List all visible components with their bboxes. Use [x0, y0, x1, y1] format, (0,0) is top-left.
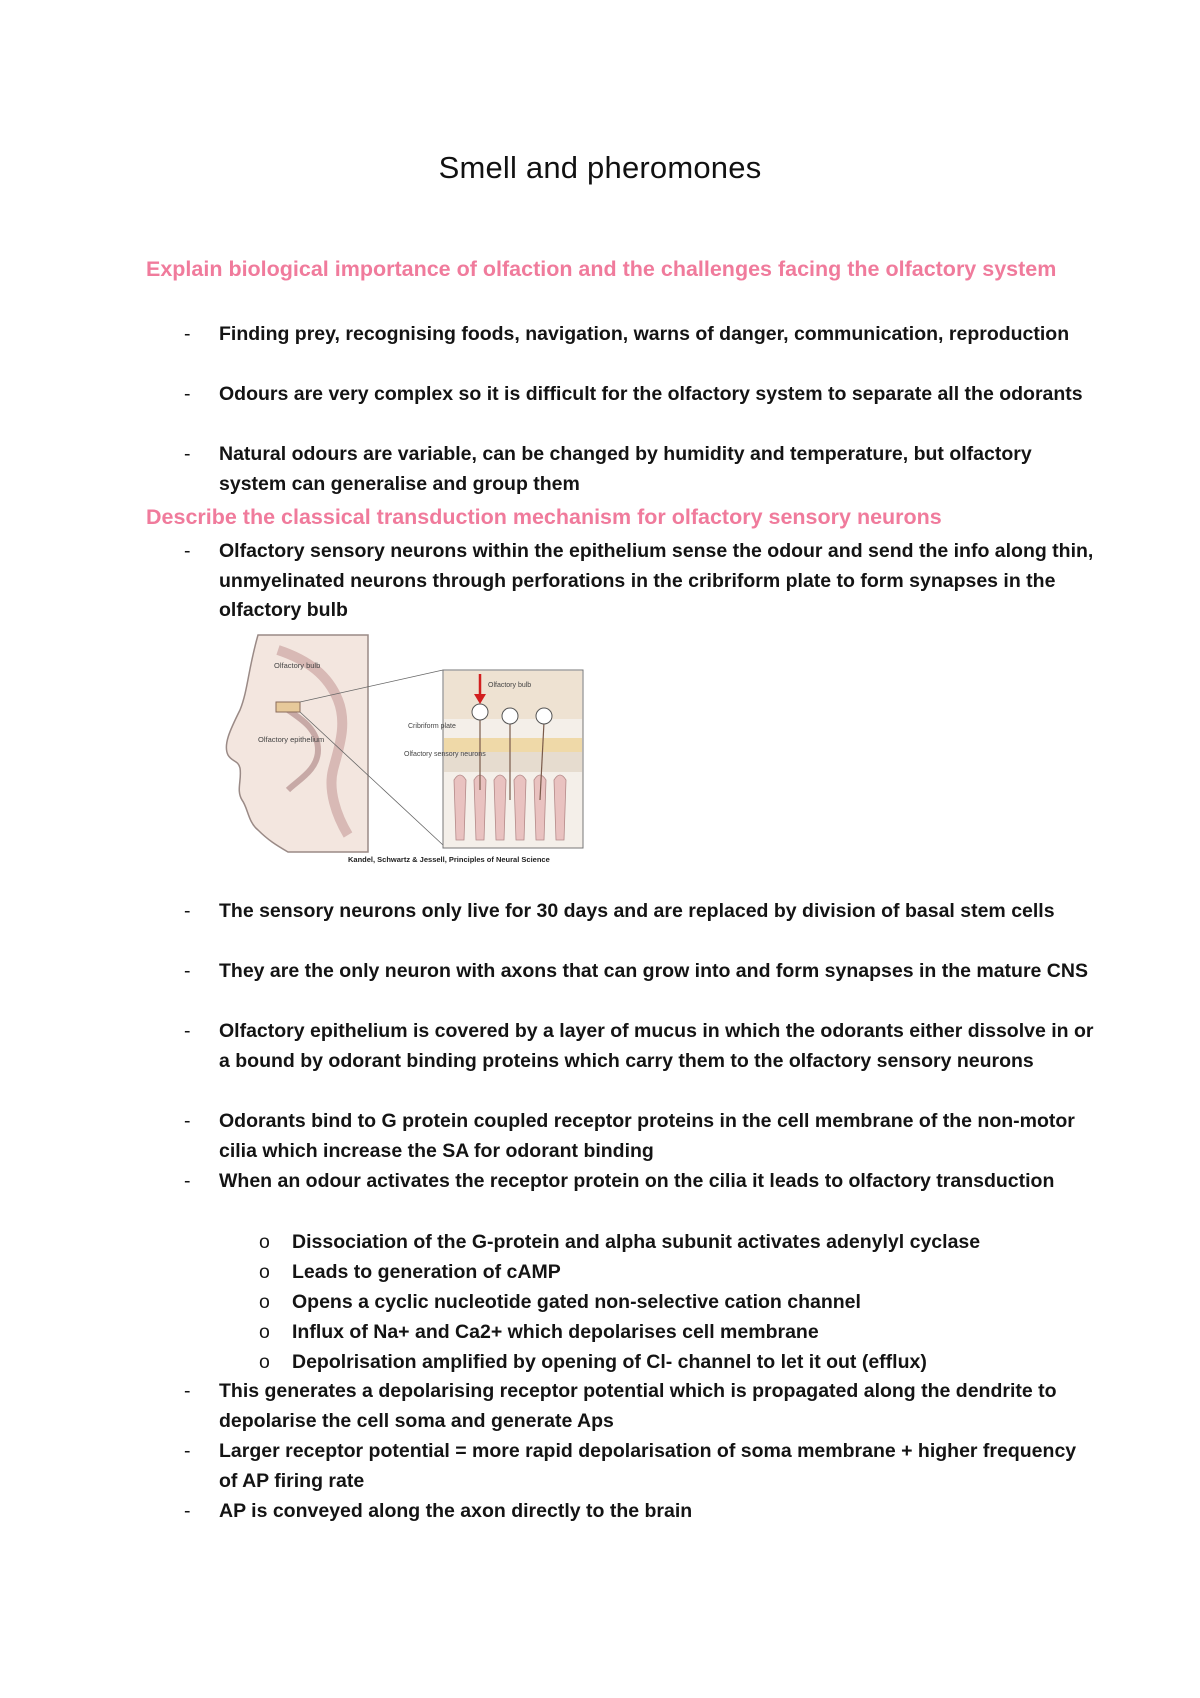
bullet-circle: o: [259, 1261, 270, 1283]
bullet-dash: -: [184, 1380, 191, 1402]
bullet-circle: o: [259, 1321, 270, 1343]
list-item-text: When an odour activates the receptor protein on the cilia it leads to olfactory transduction: [219, 1170, 1055, 1192]
label-olfactory-bulb: Olfactory bulb: [274, 661, 321, 670]
bullet-dash: -: [184, 1170, 191, 1192]
sub-list-item-text: Dissociation of the G-protein and alpha subunit activates adenylyl cyclase: [292, 1231, 981, 1253]
figure-caption: Kandel, Schwartz & Jessell, Principles of Neural Science: [348, 855, 550, 864]
list-item-text: AP is conveyed along the axon directly to the brain: [219, 1500, 693, 1522]
list-item-text: Natural odours are variable, can be changed by humidity and temperature, but olfactory system can generalise and group them: [219, 443, 1032, 495]
bullet-dash: -: [184, 540, 191, 562]
bullet-circle: o: [259, 1291, 270, 1313]
list-item-text: Olfactory epithelium is covered by a layer of mucus in which the odorants either dissolve in or a bound by odorant binding proteins which carry them to the olfactory sensory neurons: [219, 1020, 1094, 1072]
bullet-dash: -: [184, 383, 191, 405]
list-item-text: Odorants bind to G protein coupled receptor proteins in the cell membrane of the non-motor cilia which increase the SA for odorant binding: [219, 1110, 1075, 1162]
list-item-text: Olfactory sensory neurons within the epithelium sense the odour and send the info along thin, unmyelinated neurons through perforations in the cribriform plate to form synapses in the olfactory bulb: [219, 540, 1094, 621]
bullet-dash: -: [184, 1110, 191, 1132]
bullet-circle: o: [259, 1351, 270, 1373]
sub-list-item-text: Leads to generation of cAMP: [292, 1261, 561, 1283]
label-olfactory-bulb-inset: Olfactory bulb: [488, 682, 532, 689]
bullet-dash: -: [184, 1500, 191, 1522]
list-item-text: They are the only neuron with axons that can grow into and form synapses in the mature CNS: [219, 960, 1088, 982]
list-item-text: The sensory neurons only live for 30 days and are replaced by division of basal stem cells: [219, 900, 1055, 922]
list-item-text: This generates a depolarising receptor potential which is propagated along the dendrite to depolarise the cell soma and generate Aps: [219, 1380, 1057, 1432]
page-title: Smell and pheromones: [438, 150, 762, 185]
label-olfactory-epithelium: Olfactory epithelium: [258, 735, 325, 744]
list-item-text: Odours are very complex so it is difficult for the olfactory system to separate all the odorants: [219, 383, 1083, 405]
olfactory-anatomy-figure: [218, 630, 598, 865]
bullet-dash: -: [184, 323, 191, 345]
sub-list-item-text: Influx of Na+ and Ca2+ which depolarises cell membrane: [292, 1321, 819, 1343]
list-item-text: Larger receptor potential = more rapid depolarisation of soma membrane + higher frequency of AP firing rate: [219, 1440, 1077, 1492]
label-olfactory-sensory-neurons: Olfactory sensory neurons: [404, 751, 486, 758]
bullet-dash: -: [184, 900, 191, 922]
sub-list-item-text: Opens a cyclic nucleotide gated non-selective cation channel: [292, 1291, 861, 1313]
label-cribriform-plate: Cribriform plate: [408, 723, 456, 730]
section-heading-importance: Explain biological importance of olfaction and the challenges facing the olfactory system: [146, 257, 1057, 281]
bullet-dash: -: [184, 1440, 191, 1462]
bullet-dash: -: [184, 1020, 191, 1042]
sub-list-item-text: Depolrisation amplified by opening of Cl- channel to let it out (efflux): [292, 1351, 927, 1373]
bullet-circle: o: [259, 1231, 270, 1253]
section-heading-transduction: Describe the classical transduction mechanism for olfactory sensory neurons: [146, 505, 942, 529]
bullet-dash: -: [184, 443, 191, 465]
bullet-dash: -: [184, 960, 191, 982]
list-item-text: Finding prey, recognising foods, navigation, warns of danger, communication, reproduction: [219, 323, 1070, 345]
